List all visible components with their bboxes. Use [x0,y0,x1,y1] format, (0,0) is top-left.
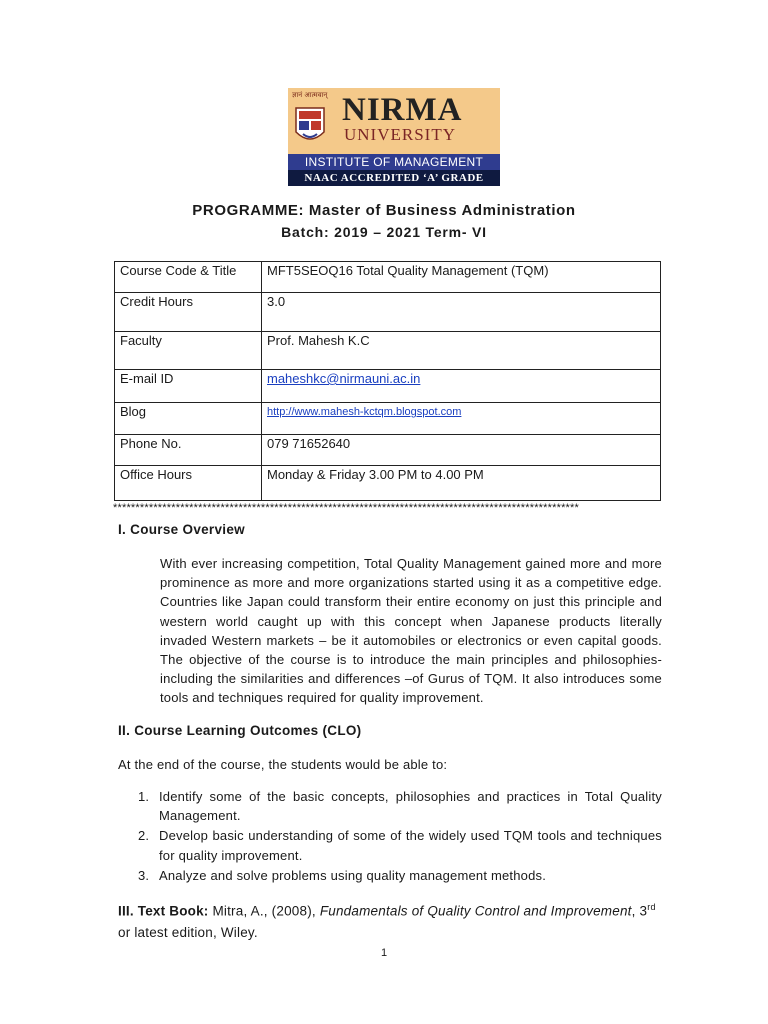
text-line: With ever increasing competition, Total Quality Management gained more and more [160,556,662,571]
textbook-edition: , 3 [631,903,648,919]
separator-line: ******************************************************************************************************** [113,502,579,514]
textbook-paragraph [118,897,663,943]
textbook-label: III. Text Book: [118,903,209,919]
textbook-title: Fundamentals of Quality Control and Improvement [319,903,632,919]
list-item [118,787,662,825]
table-row [115,370,661,403]
text-line: Management. [159,808,241,824]
table-row [115,262,661,293]
logo-top-panel [288,88,500,154]
university-logo [288,88,500,186]
course-info-table [114,261,661,501]
row-value: 3.0 [262,293,661,332]
row-value: MFT5SEOQ16 Total Quality Management (TQM) [262,262,661,293]
row-label: Blog [115,403,262,435]
row-label: Phone No. [115,435,262,466]
row-value: Monday & Friday 3.00 PM to 4.00 PM [262,466,661,501]
table-row [115,435,661,466]
row-value: 079 71652640 [262,435,661,466]
programme-title: PROGRAMME: Master of Business Administration [192,202,576,219]
textbook-publisher: or latest edition, Wiley. [118,924,258,940]
table-row [115,403,661,435]
blog-link[interactable]: http://www.mahesh-kctqm.blogspot.com [267,406,462,418]
list-item [118,826,662,864]
table-row [115,293,661,332]
text-line: Analyze and solve problems using quality management methods. [159,867,547,883]
row-label: Credit Hours [115,293,262,332]
section-heading-overview: I. Course Overview [118,522,245,537]
text-line: Identify some of the basic concepts, philosophies and practices in Total Quality [159,789,662,804]
text-line: including the similarities and differences –of Gurus of TQM. It also introduces some [160,671,662,687]
row-label: Faculty [115,332,262,370]
text-line: invaded Western markets – be it automobiles or electronics or even capital goods. [160,632,662,648]
text-line: tools and techniques required for quality improvement. [160,690,484,706]
text-line: western world caught up with this concept when Japanese products literally [160,613,662,629]
text-line: for quality improvement. [159,847,303,863]
logo-accreditation-bar: NAAC ACCREDITED ‘A’ GRADE [288,170,500,186]
clo-list [118,787,662,886]
overview-paragraph [160,554,662,708]
row-label: Office Hours [115,466,262,501]
logo-institute-bar: INSTITUTE OF MANAGEMENT [288,154,500,170]
logo-tagline: ज्ञानं आत्मवान् [292,91,328,99]
list-number: 1. [138,789,150,804]
table-row [115,466,661,501]
textbook-edition-suffix: rd [647,902,656,912]
text-line: The objective of the course is to introduce the main principles and philosophies- [160,652,662,668]
section-heading-clo: II. Course Learning Outcomes (CLO) [118,723,362,738]
email-link[interactable]: maheshkc@nirmauni.ac.in [267,371,421,386]
row-value: Prof. Mahesh K.C [262,332,661,370]
list-number: 2. [138,828,150,844]
row-label: E-mail ID [115,370,262,403]
textbook-author: Mitra, A., (2008), [208,903,320,919]
logo-university: UNIVERSITY [344,125,456,144]
text-line: Countries like Japan could transform their entire economy on just this principle and [160,594,662,610]
list-item [118,866,662,885]
emblem-icon [294,96,326,148]
batch-title: Batch: 2019 – 2021 Term- VI [281,224,487,240]
list-number: 3. [138,867,150,883]
text-line: prominence as more and more organizations started using it as a competitive edge. [160,575,662,591]
logo-name: NIRMA [342,92,463,128]
text-line: Develop basic understanding of some of the widely used TQM tools and techniques [159,828,662,844]
clo-intro: At the end of the course, the students would be able to: [118,757,448,772]
page-number: 1 [380,947,388,959]
row-label: Course Code & Title [115,262,262,293]
table-row [115,332,661,370]
